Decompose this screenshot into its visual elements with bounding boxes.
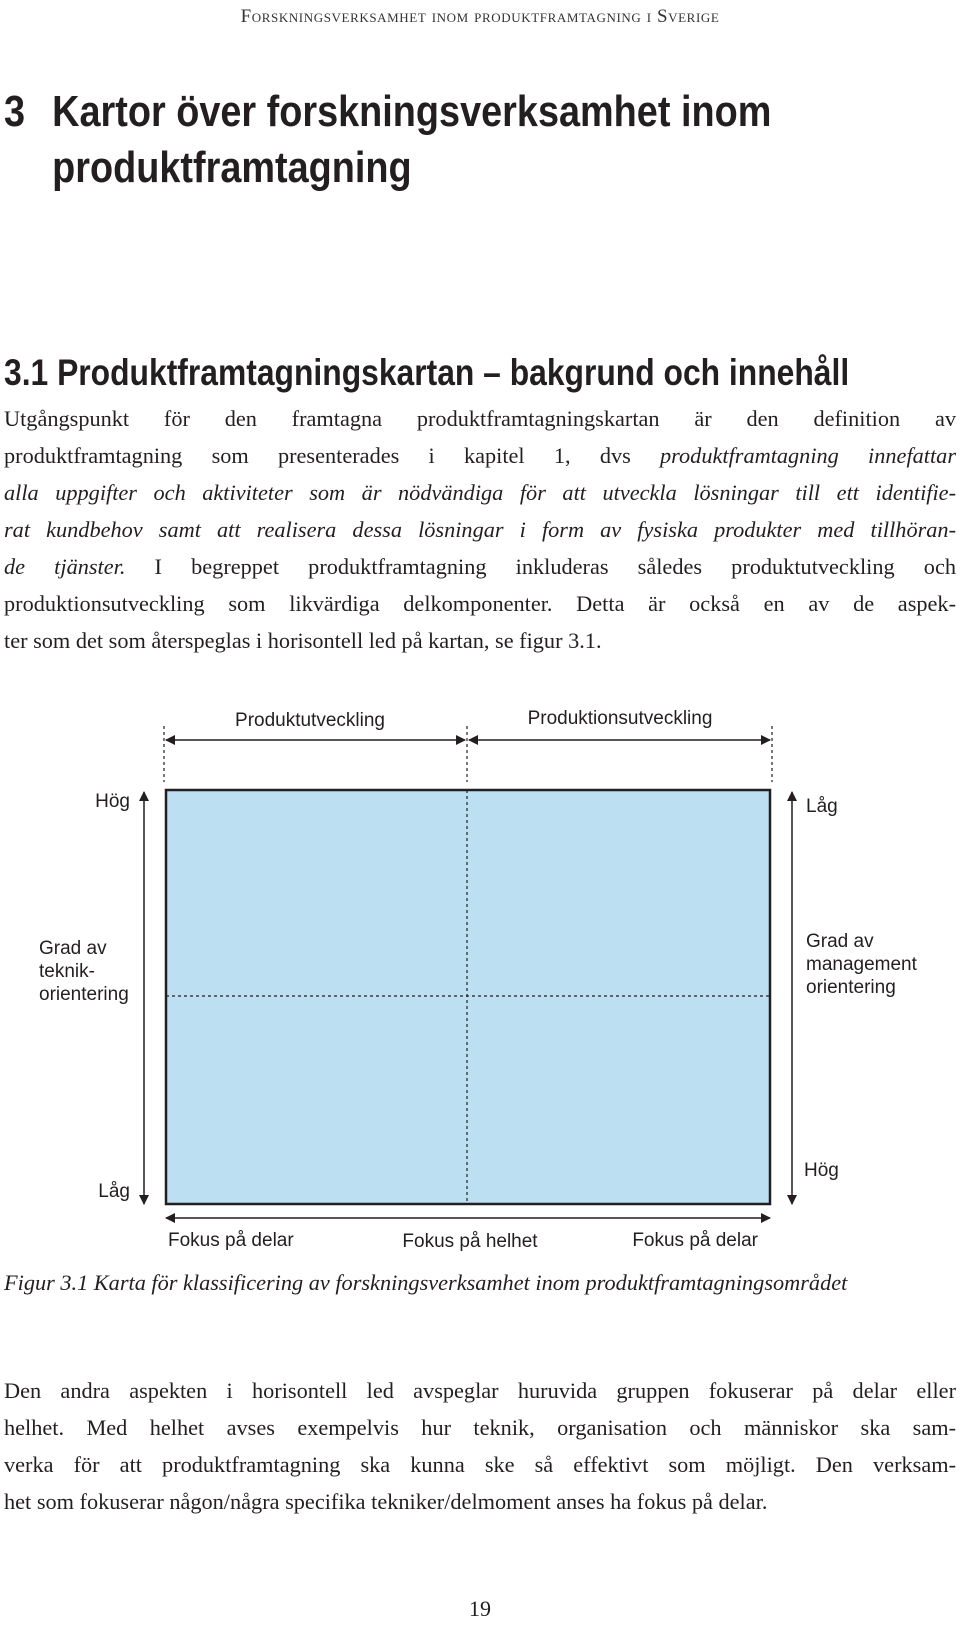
fokus-helhet-label: Fokus på helhet: [402, 1231, 538, 1252]
section-title: 3.1 Produktframtagningskartan – bakgrund och innehåll: [4, 352, 850, 393]
page-number: 19: [469, 1596, 491, 1621]
paragraph-line: ter som det som återspeglas i horisontell led på kartan, se figur 3.1.: [4, 628, 602, 653]
fokus-delar-right-label: Fokus på delar: [632, 1230, 758, 1251]
map-area: [166, 790, 770, 1204]
paragraph-line: [4, 511, 956, 548]
axis-label-line: management: [806, 954, 917, 975]
fokus-delar-left-label: Fokus på delar: [168, 1230, 294, 1251]
definition-text: de tjänster.: [4, 554, 126, 579]
produktutveckling-label: Produktutveckling: [235, 710, 385, 731]
paragraph-line: produktionsutveckling som likvärdiga delkomponenter. Detta är också en av de aspek-: [4, 591, 956, 616]
chapter-title-line1: Kartor över forskningsverksamhet inom: [52, 87, 772, 136]
product-development-map-figure: [0, 690, 960, 1270]
definition-text: rat kundbehov samt att realisera dessa lösningar i form av fysiska produkter med tillhöran-: [4, 517, 956, 542]
paragraph-line: verka för att produktframtagning ska kunna ske så effektivt som möjligt. Den verksam-: [4, 1452, 956, 1477]
teknik-axis-label: [39, 938, 129, 1005]
produktionsutveckling-label: Produktionsutveckling: [527, 708, 713, 729]
management-low-label: Låg: [806, 796, 838, 817]
definition-text: produktframtagning innefattar: [660, 443, 956, 468]
axis-label-line: Grad av: [39, 938, 107, 959]
definition-text: alla uppgifter och aktiviteter som är nödvändiga för att utveckla lösningar till ett identifie-: [4, 480, 956, 505]
chapter-title-line2: produktframtagning: [52, 143, 412, 192]
paragraph-line: helhet. Med helhet avses exempelvis hur teknik, organisation och människor ska sam-: [4, 1415, 956, 1440]
paragraph-line: Den andra aspekten i horisontell led avspeglar huruvida gruppen fokuserar på delar eller: [4, 1378, 956, 1403]
axis-label-line: Grad av: [806, 931, 874, 952]
paragraph-line: [4, 548, 956, 585]
figure-caption: Figur 3.1 Karta för klassificering av forskningsverksamhet inom produktframtagningsområdet: [4, 1270, 848, 1295]
chapter-number: 3: [4, 87, 26, 136]
teknik-low-label: Låg: [98, 1181, 130, 1202]
paragraph-text: produktframtagning som presenterades i kapitel 1, dvs: [4, 443, 661, 468]
paragraph-line: het som fokuserar någon/några specifika tekniker/delmoment anses ha fokus på delar.: [4, 1489, 768, 1514]
management-axis-label: [806, 931, 922, 998]
management-high-label: Hög: [804, 1160, 839, 1181]
paragraph-text: I begreppet produktframtagning inkluderas således produktutveckling och: [125, 554, 956, 579]
running-head: Forskningsverksamhet inom produktframtagning i Sverige: [240, 6, 720, 27]
paragraph-line: Utgångspunkt för den framtagna produktframtagningskartan är den definition av: [4, 406, 956, 431]
teknik-high-label: Hög: [95, 791, 130, 812]
chapter-title: [4, 84, 778, 196]
paragraph-line: [4, 474, 956, 511]
axis-label-line: orientering: [39, 984, 129, 1005]
paragraph-line: [4, 437, 956, 474]
body-paragraph-2: [4, 1372, 956, 1520]
axis-label-line: orientering: [806, 977, 896, 998]
body-paragraph-1: [4, 400, 956, 659]
axis-label-line: teknik-: [39, 961, 95, 982]
